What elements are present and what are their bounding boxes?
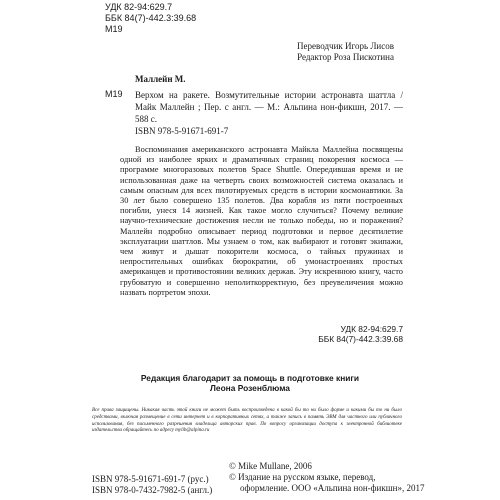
header-codes	[105, 2, 225, 35]
credits	[150, 41, 394, 63]
catalog-udk: УДК 82-94:629.7	[340, 324, 403, 334]
book-description: Верхом на ракете. Возмутительные истории астронавта шаттла / Майк Маллейн ; Пер. с англ. — М.: Альпина нон-фикшн, 2017. — 588 с.	[135, 90, 403, 124]
acknowledgement-line-1: Редакция благодарит за помощь в подготовке книги	[140, 373, 360, 383]
acknowledgement-line-2: Леона Розенблюма	[210, 383, 290, 394]
acknowledgement	[80, 373, 420, 393]
translator-credit: Переводчик Игорь Лисов	[297, 41, 394, 51]
copyright-block	[229, 461, 425, 494]
header-bbk: ББК 84(7)-442.3:39.68	[105, 13, 197, 23]
copyright-publisher-2: оформление. ООО «Альпина нон-фикшн», 2017	[240, 483, 425, 493]
header-udk: УДК 82-94:629.7	[105, 2, 173, 12]
author-heading: Маллейн М.	[135, 74, 186, 84]
copyright-author: © Mike Mullane, 2006	[229, 461, 312, 471]
copyright-publisher-1: © Издание на русском языке, перевод,	[229, 472, 376, 482]
book-annotation: Воспоминания американского астронавта Майкла Маллейна посвящены одной из наиболее ярких и драматичных страниц покорения космоса — программе многоразовых полетов Space Shuttle. Опередившая время и не использованная даже на четверть своих возможностей система оказалась и самым опасным для всех пилотируемых средств в истории космонавтики. За 30 лет было совершено 135 полетов. Два корабля из пяти построенных погибли, унеся 14 жизней. Как такое могло случиться? Почему великие научно-технические достижения несли не только победы, но и поражения? Маллейн подробно описывает период подготовки и первое десятилетие эксплуатации шаттлов. Мы узнаем о том, как выбирают и готовят экипажи, чем живут и дышат покорители космоса, о тайных пружинах и непростительных ошибках бюрократии, об умонастроениях простых американцев и противостоянии великих держав. Эту искреннюю книгу, часто грубоватую и совершенно неполиткорректную, без преувеличения можно назвать портретом эпохи.	[120, 145, 403, 297]
isbn-ru: ISBN 978-5-91671-691-7 (рус.)	[92, 474, 209, 484]
isbn-en: ISBN 978-0-7432-7982-5 (англ.)	[92, 485, 213, 495]
catalog-isbn: ISBN 978-5-91671-691-7	[135, 126, 229, 136]
rights-notice: Все права защищены. Никакая часть этой книги не может быть воспроизведена в какой бы то ни было форме и какими бы то ни было средствами, включая размещение в сети интернет и в корпоративных сетях, а также запись в память ЭВМ для частного или публичного использования, без письменного разрешения владельца авторских прав. По вопросу организации доступа к электронной библиотеке издательства обращайтесь по адресу mylib@alpina.ru	[92, 408, 402, 434]
catalog-bbk: ББК 84(7)-442.3:39.68	[318, 334, 403, 345]
editor-credit: Редактор Роза Пискотина	[297, 52, 394, 62]
author-index: М19	[105, 89, 123, 99]
catalog-codes	[250, 324, 403, 344]
header-code: М19	[105, 24, 123, 34]
